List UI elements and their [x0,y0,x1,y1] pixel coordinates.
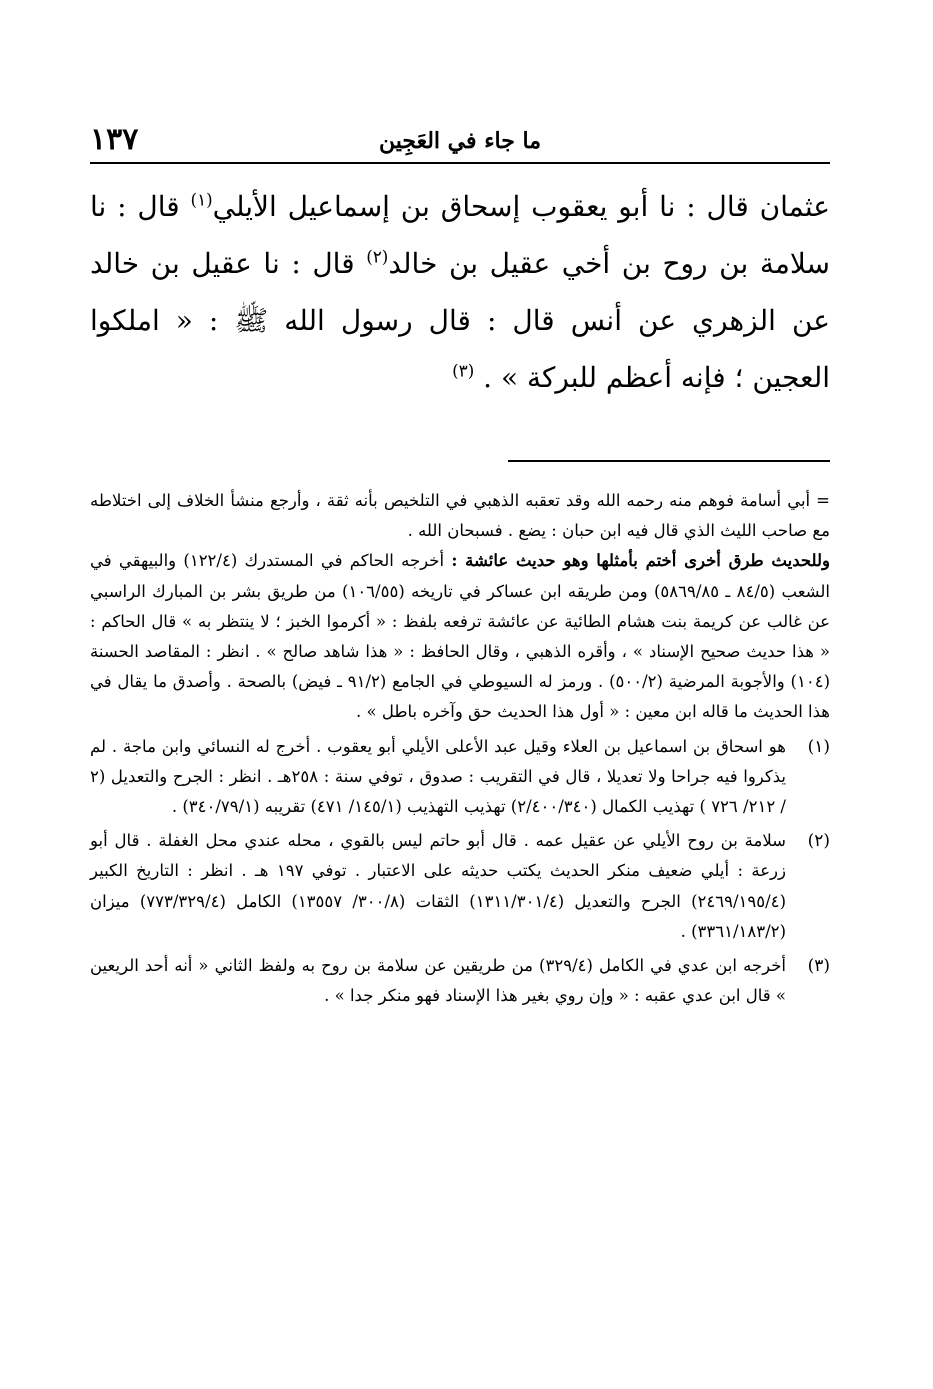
footnote-3 [90,951,830,1011]
page-header [90,120,830,164]
footnote-number: (١) [807,736,830,757]
footnote-text: هو اسحاق بن اسماعيل بن العلاء وقيل عبد الأعلى الأيلي أبو يعقوب . أخرج له النسائي وابن ماجة . لم يذكروا فيه جراحا ولا تعديلا ، قال في التقريب : صدوق ، توفي سنة : ٢٥٨هـ . انظر : الجرح والتعديل (٢ / ٢١٢/ ٧٢٦ ) تهذيب الكمال (٢/٤٠٠/٣٤٠) تهذيب التهذيب (١٤٥/١/ ٤٧١) تقريبه (٣٤٠/٧٩/١) . [90,736,786,817]
footnote-text: سلامة بن روح الأيلي عن عقيل عمه . قال أبو حاتم ليس بالقوي ، محله عندي محل الغفلة . قال أبو زرعة : أيلي ضعيف منكر الحديث يكتب حديثه على الاعتبار . توفي ١٩٧ هـ . انظر : التاريخ الكبير (٢٤٦٩/١٩٥/٤) الجرح والتعديل (١٣١١/٣٠١/٤) الثقات (٣٠٠/٨/ ١٣٥٥٧) الكامل (٧٧٣/٣٢٩/٤) ميزان (٣٣٦١/١٨٣/٢) . [90,831,786,941]
footnote-number: (٣) [807,956,830,977]
footnote-continuation: = أبي أسامة فوهم منه رحمه الله وقد تعقبه الذهبي في التلخيص بأنه ثقة ، وأرجع منشأ الخلاف إلى اختلاطه مع صاحب الليث الذي قال فيه ابن حبان : يضع . فسبحان الله . [90,491,830,541]
footnote-1 [90,732,830,823]
footnote-bold-lead: وللحديث طرق أخرى أختم بأمثلها وهو حديث عائشة : [451,551,830,571]
main-text-part-2: قال : نا سلامة بن روح بن أخي عقيل بن خالد [90,190,830,280]
footnote-continuation-2 [90,546,830,727]
footnote-ref-2[interactable]: (٢) [366,246,389,267]
main-text [90,178,830,406]
footnote-text: أخرجه ابن عدي في الكامل (٣٢٩/٤) من طريقين عن سلامة بن روح به ولفظ الثاني « أنه أحد الريعين » قال ابن عدي عقبه : « وإن روي بغير هذا الإسناد فهو منكر جدا » . [90,956,787,1006]
page-number: ١٣٧ [90,122,139,157]
main-text-part-1: عثمان قال : نا أبو يعقوب إسحاق بن إسماعيل الأيلي [212,190,831,223]
main-text-part-3: قال : نا عقيل بن خالد عن الزهري عن أنس قال : قال رسول الله ﷺ : « املكوا العجين ؛ فإنه أعظم للبركة » . [90,247,830,394]
footnote-continuation-text: أخرجه الحاكم في المستدرك (١٢٢/٤) والبيهقي في الشعب (٨٤/٥ ـ ٥٨٦٩/٨٥) ومن طريقه ابن عساكر في تاريخه (١٠٦/٥٥) من طريق بشر بن المبارك الراسبي عن غالب عن كريمة بنت هشام الطائية عن عائشة ترفعه بلفظ : « أكرموا الخبز ؛ لا ينتظر به » قال الحاكم : « هذا حديث صحيح الإسناد » ، وأقره الذهبي ، وقال الحافظ : « هذا شاهد صالح » . انظر : المقاصد الحسنة (١٠٤) والأجوبة المرضية (٥٠٠/٢) . ورمز له السيوطي في الجامع (٩١/٢ ـ فيض) بالصحة . وأصدق ما يقال في هذا الحديث ما قاله ابن معين : « أول هذا الحديث حق وآخره باطل » . [90,551,830,722]
running-title: ما جاء في العَجِين [379,128,541,154]
footnote-2 [90,826,830,947]
footnote-ref-1[interactable]: (١) [190,189,213,210]
footnote-ref-3[interactable]: (٣) [452,360,475,381]
main-paragraph [90,178,830,406]
footnotes-section [90,486,830,1011]
footnote-separator [508,460,830,462]
footnote-number: (٢) [807,831,830,852]
